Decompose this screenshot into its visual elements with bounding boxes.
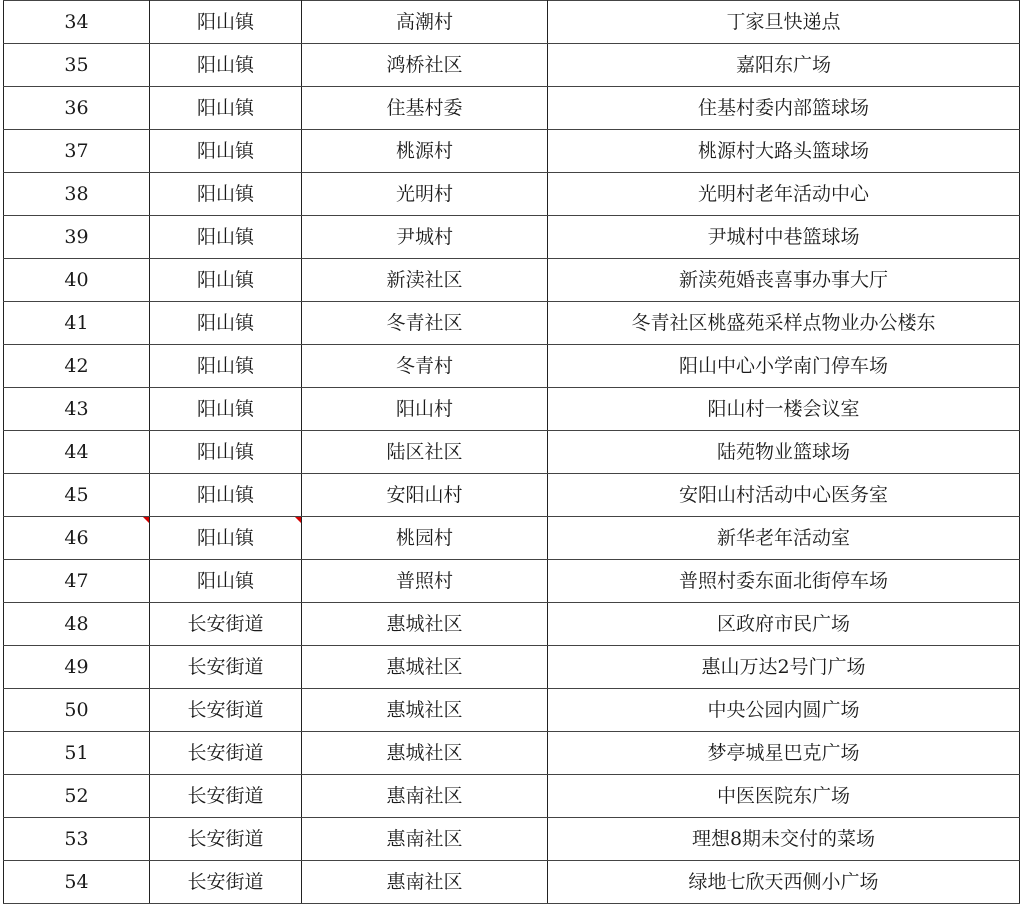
row-number-cell: 42	[4, 345, 150, 388]
village-cell: 阳山村	[302, 388, 548, 431]
town-cell: 阳山镇	[150, 44, 302, 87]
village-cell: 惠南社区	[302, 818, 548, 861]
row-number-cell: 38	[4, 173, 150, 216]
site-cell: 阳山村一楼会议室	[548, 388, 1020, 431]
site-cell: 桃源村大路头篮球场	[548, 130, 1020, 173]
village-cell: 惠南社区	[302, 775, 548, 818]
site-cell: 冬青社区桃盛苑采样点物业办公楼东	[548, 302, 1020, 345]
town-cell: 阳山镇	[150, 560, 302, 603]
village-cell: 安阳山村	[302, 474, 548, 517]
town-cell: 长安街道	[150, 603, 302, 646]
table-row	[4, 603, 1020, 646]
row-number-cell: 51	[4, 732, 150, 775]
table-row	[4, 818, 1020, 861]
table-row	[4, 388, 1020, 431]
testing-site-table	[3, 0, 1020, 904]
town-cell: 阳山镇	[150, 302, 302, 345]
row-number-cell: 52	[4, 775, 150, 818]
town-cell: 阳山镇	[150, 388, 302, 431]
village-cell: 光明村	[302, 173, 548, 216]
site-cell: 绿地七欣天西侧小广场	[548, 861, 1020, 904]
table-row	[4, 560, 1020, 603]
site-cell: 丁家旦快递点	[548, 1, 1020, 44]
town-cell: 阳山镇	[150, 173, 302, 216]
village-cell: 高潮村	[302, 1, 548, 44]
table-row	[4, 173, 1020, 216]
village-cell: 惠城社区	[302, 732, 548, 775]
table-row	[4, 302, 1020, 345]
row-number-cell: 35	[4, 44, 150, 87]
site-cell: 普照村委东面北街停车场	[548, 560, 1020, 603]
town-cell: 长安街道	[150, 732, 302, 775]
row-number-cell: 53	[4, 818, 150, 861]
site-cell: 新华老年活动室	[548, 517, 1020, 560]
town-cell: 阳山镇	[150, 1, 302, 44]
table-row	[4, 474, 1020, 517]
row-number-cell: 44	[4, 431, 150, 474]
site-cell: 嘉阳东广场	[548, 44, 1020, 87]
row-number-cell: 46	[4, 517, 150, 560]
village-cell: 惠南社区	[302, 861, 548, 904]
table-row	[4, 732, 1020, 775]
village-cell: 尹城村	[302, 216, 548, 259]
site-cell: 安阳山村活动中心医务室	[548, 474, 1020, 517]
row-number-cell: 45	[4, 474, 150, 517]
row-number-cell: 40	[4, 259, 150, 302]
village-cell: 陆区社区	[302, 431, 548, 474]
village-cell: 普照村	[302, 560, 548, 603]
site-cell: 新渎苑婚丧喜事办事大厅	[548, 259, 1020, 302]
table-row	[4, 87, 1020, 130]
site-cell: 陆苑物业篮球场	[548, 431, 1020, 474]
table-row	[4, 646, 1020, 689]
village-cell: 冬青社区	[302, 302, 548, 345]
site-cell: 中央公园内圆广场	[548, 689, 1020, 732]
row-number-cell: 36	[4, 87, 150, 130]
site-cell: 尹城村中巷篮球场	[548, 216, 1020, 259]
town-cell: 阳山镇	[150, 431, 302, 474]
row-number-cell: 49	[4, 646, 150, 689]
town-cell: 长安街道	[150, 775, 302, 818]
town-cell: 阳山镇	[150, 517, 302, 560]
row-number-cell: 39	[4, 216, 150, 259]
village-cell: 桃源村	[302, 130, 548, 173]
table-row	[4, 44, 1020, 87]
table-row	[4, 259, 1020, 302]
site-cell: 区政府市民广场	[548, 603, 1020, 646]
table-row	[4, 345, 1020, 388]
table-row	[4, 1, 1020, 44]
village-cell: 惠城社区	[302, 646, 548, 689]
row-number-cell: 34	[4, 1, 150, 44]
town-cell: 长安街道	[150, 689, 302, 732]
row-number-cell: 41	[4, 302, 150, 345]
row-number-cell: 43	[4, 388, 150, 431]
site-cell: 阳山中心小学南门停车场	[548, 345, 1020, 388]
row-number-cell: 48	[4, 603, 150, 646]
site-cell: 中医医院东广场	[548, 775, 1020, 818]
village-cell: 住基村委	[302, 87, 548, 130]
table-row	[4, 517, 1020, 560]
town-cell: 阳山镇	[150, 216, 302, 259]
town-cell: 阳山镇	[150, 345, 302, 388]
site-cell: 梦亭城星巴克广场	[548, 732, 1020, 775]
village-cell: 新渎社区	[302, 259, 548, 302]
row-number-cell: 50	[4, 689, 150, 732]
village-cell: 桃园村	[302, 517, 548, 560]
site-cell: 理想8期未交付的菜场	[548, 818, 1020, 861]
town-cell: 阳山镇	[150, 130, 302, 173]
row-number-cell: 47	[4, 560, 150, 603]
table-row	[4, 216, 1020, 259]
town-cell: 阳山镇	[150, 474, 302, 517]
table-row	[4, 689, 1020, 732]
town-cell: 长安街道	[150, 818, 302, 861]
table-row	[4, 861, 1020, 904]
row-number-cell: 54	[4, 861, 150, 904]
village-cell: 惠城社区	[302, 603, 548, 646]
town-cell: 阳山镇	[150, 87, 302, 130]
site-cell: 住基村委内部篮球场	[548, 87, 1020, 130]
table-row	[4, 431, 1020, 474]
village-cell: 惠城社区	[302, 689, 548, 732]
village-cell: 鸿桥社区	[302, 44, 548, 87]
site-cell: 惠山万达2号门广场	[548, 646, 1020, 689]
site-cell: 光明村老年活动中心	[548, 173, 1020, 216]
town-cell: 阳山镇	[150, 259, 302, 302]
town-cell: 长安街道	[150, 861, 302, 904]
village-cell: 冬青村	[302, 345, 548, 388]
table-row	[4, 775, 1020, 818]
table-row	[4, 130, 1020, 173]
row-number-cell: 37	[4, 130, 150, 173]
town-cell: 长安街道	[150, 646, 302, 689]
